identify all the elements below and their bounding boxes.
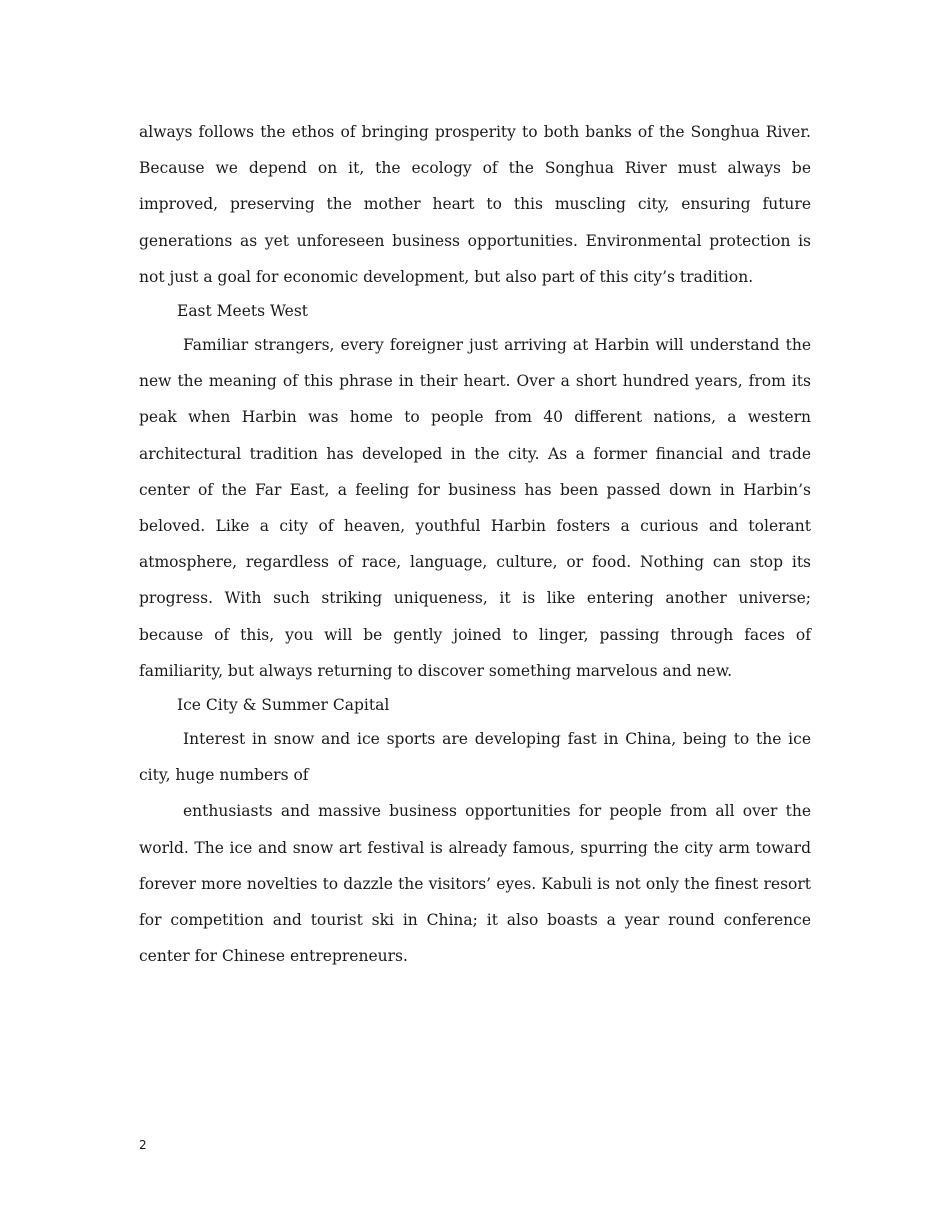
section-heading: East Meets West — [177, 302, 309, 321]
body-paragraph: Familiar strangers, every foreigner just arriving at Harbin will understand the new the meaning of this phrase in their heart. Over a short hundred years, from its peak when Harbin was home to people from 40 different nations, a western architectural tradition has developed in the city. As a former financial and trade center of the Far East, a feeling for business has been passed down in Harbin’s beloved. Like a city of heaven, youthful Harbin fosters a curious and tolerant atmosphere, regardless of race, language, culture, or food. Nothing can stop its progress. With such striking uniqueness, it is like entering another universe; because of this, you will be gently joined to linger, passing through faces of familiarity, but always returning to discover something marvelous and new. — [139, 336, 811, 680]
page-content — [139, 114, 811, 974]
body-paragraph: always follows the ethos of bringing prosperity to both banks of the Songhua River. Because we depend on it, the ecology of the Songhua River must always be improved, preserving the mother heart to this muscling city, ensuring future generations as yet unforeseen business opportunities. Environmental protection is not just a goal for economic development, but also part of this city’s tradition. — [139, 123, 811, 286]
body-paragraph: enthusiasts and massive business opportunities for people from all over the world. The ice and snow art festival is already famous, spurring the city arm toward forever more novelties to dazzle the visitors’ eyes. Kabuli is not only the finest resort for competition and tourist ski in China; it also boasts a year round conference center for Chinese entrepreneurs. — [139, 802, 811, 966]
page-number: 2 — [139, 1138, 147, 1152]
section-heading: Ice City & Summer Capital — [177, 696, 390, 715]
body-paragraph: Interest in snow and ice sports are developing fast in China, being to the ice city, huge numbers of — [139, 730, 811, 785]
